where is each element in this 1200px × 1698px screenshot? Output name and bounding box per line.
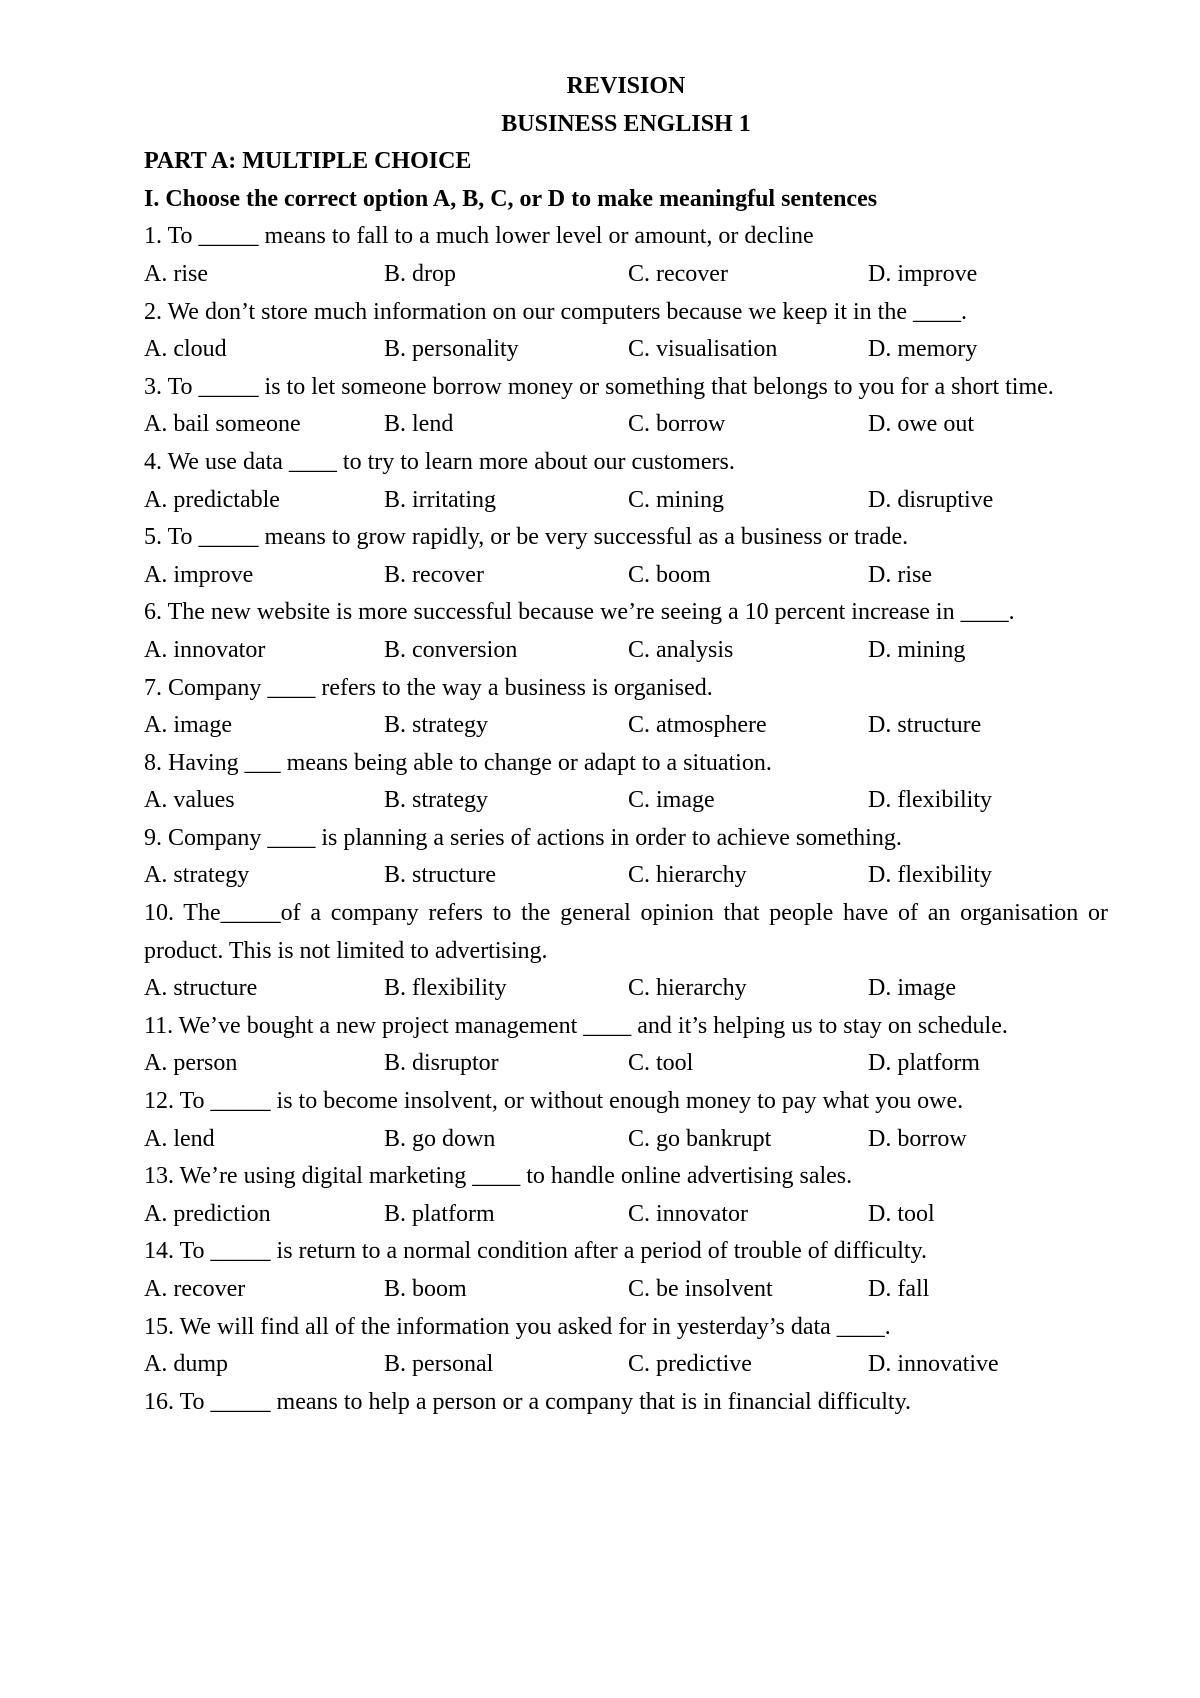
- option-a: A. values: [144, 787, 235, 814]
- question-text: 6. The new website is more successful because we’re seeing a 10 percent increase in ____.: [144, 599, 1015, 626]
- option-d: D. image: [868, 975, 956, 1002]
- option-a: A. dump: [144, 1351, 228, 1378]
- option-a: A. structure: [144, 975, 258, 1002]
- question-text: 16. To _____ means to help a person or a company that is in financial difficulty.: [144, 1388, 912, 1415]
- option-a: A. bail someone: [144, 411, 301, 438]
- document-subtitle: BUSINESS ENGLISH 1: [501, 110, 751, 137]
- option-d: D. memory: [868, 336, 978, 363]
- question-text: 4. We use data ____ to try to learn more about our customers.: [144, 448, 735, 475]
- option-a: A. lend: [144, 1125, 215, 1152]
- question-text: 2. We don’t store much information on our computers because we keep it in the ____.: [144, 298, 967, 325]
- option-a: A. rise: [144, 260, 208, 287]
- option-c: C. visualisation: [628, 336, 778, 363]
- option-row: [144, 331, 1108, 369]
- option-d: D. borrow: [868, 1125, 967, 1152]
- option-b: B. boom: [384, 1276, 467, 1302]
- option-a: A. image: [144, 712, 232, 739]
- option-d: D. structure: [868, 712, 982, 739]
- option-row: [144, 1346, 1108, 1384]
- option-d: D. mining: [868, 636, 966, 663]
- question-text: 1. To _____ means to fall to a much lower level or amount, or decline: [144, 223, 814, 250]
- option-b: B. personal: [384, 1351, 494, 1378]
- option-d: D. platform: [868, 1050, 980, 1077]
- option-row: [144, 1271, 1108, 1309]
- option-a: A. person: [144, 1050, 238, 1077]
- option-b: B. conversion: [384, 636, 518, 663]
- option-c: C. analysis: [628, 636, 734, 663]
- option-d: D. owe out: [868, 411, 974, 438]
- option-b: B. personality: [384, 336, 519, 363]
- option-c: C. innovator: [628, 1200, 748, 1227]
- option-c: C. atmosphere: [628, 712, 767, 739]
- option-b: B. platform: [384, 1200, 495, 1227]
- option-c: C. borrow: [628, 411, 726, 438]
- option-b: B. go down: [384, 1125, 496, 1152]
- option-d: D. improve: [868, 260, 978, 287]
- option-c: C. go bankrupt: [628, 1125, 772, 1152]
- question-text: 14. To _____ is return to a normal condition after a period of trouble of difficulty.: [144, 1238, 928, 1265]
- option-d: D. fall: [868, 1276, 930, 1302]
- question-text: 10. The_____of a company refers to the general opinion that people have of an organisation or product. This is not limited to advertising.: [144, 900, 1108, 964]
- option-row: [144, 557, 1108, 595]
- document-title: REVISION: [566, 73, 686, 99]
- option-d: D. tool: [868, 1200, 935, 1227]
- option-row: [144, 857, 1108, 895]
- option-a: A. strategy: [144, 862, 250, 889]
- option-a: A. innovator: [144, 636, 266, 663]
- question-text: 8. Having ___ means being able to change or adapt to a situation.: [144, 749, 772, 776]
- option-c: C. boom: [628, 561, 711, 588]
- question-list: [144, 218, 1108, 1421]
- option-b: B. strategy: [384, 712, 488, 739]
- question-text: 13. We’re using digital marketing ____ to handle online advertising sales.: [144, 1163, 853, 1190]
- option-b: B. irritating: [384, 486, 496, 513]
- option-b: B. disruptor: [384, 1050, 499, 1077]
- question-text: 12. To _____ is to become insolvent, or without enough money to pay what you owe.: [144, 1088, 964, 1115]
- option-c: C. mining: [628, 486, 725, 513]
- option-row: [144, 632, 1108, 670]
- option-b: B. lend: [384, 411, 454, 438]
- option-c: C. predictive: [628, 1351, 752, 1378]
- question-text: 7. Company ____ refers to the way a business is organised.: [144, 674, 713, 701]
- option-row: [144, 406, 1108, 444]
- option-d: D. flexibility: [868, 862, 992, 889]
- option-b: B. structure: [384, 862, 496, 889]
- option-b: B. recover: [384, 561, 484, 588]
- option-row: [144, 1045, 1108, 1083]
- question-text: 11. We’ve bought a new project management ____ and it’s helping us to stay on schedule.: [144, 1012, 1008, 1039]
- option-row: [144, 482, 1108, 520]
- option-row: [144, 1196, 1108, 1234]
- option-d: D. innovative: [868, 1351, 999, 1378]
- option-row: [144, 707, 1108, 745]
- option-row: [144, 970, 1108, 1008]
- option-row: [144, 256, 1108, 294]
- option-a: A. cloud: [144, 336, 227, 363]
- option-c: C. hierarchy: [628, 975, 747, 1002]
- option-b: B. drop: [384, 260, 456, 287]
- question-text: 15. We will find all of the information you asked for in yesterday’s data ____.: [144, 1313, 891, 1340]
- option-c: C. image: [628, 787, 715, 814]
- option-row: [144, 1121, 1108, 1159]
- question-text: 5. To _____ means to grow rapidly, or be very successful as a business or trade.: [144, 524, 909, 551]
- document-page: [144, 68, 1108, 1421]
- option-d: D. disruptive: [868, 486, 994, 513]
- option-a: A. recover: [144, 1276, 246, 1302]
- option-b: B. strategy: [384, 787, 488, 814]
- part-heading: PART A: MULTIPLE CHOICE: [144, 148, 472, 175]
- option-c: C. recover: [628, 260, 728, 287]
- option-a: A. predictable: [144, 486, 280, 513]
- option-c: C. be insolvent: [628, 1276, 773, 1302]
- option-row: [144, 782, 1108, 820]
- section-instruction: I. Choose the correct option A, B, C, or D to make meaningful sentences: [144, 185, 878, 212]
- question-text: 3. To _____ is to let someone borrow money or something that belongs to you for a short time.: [144, 373, 1054, 400]
- question-text: 9. Company ____ is planning a series of actions in order to achieve something.: [144, 824, 902, 851]
- option-b: B. flexibility: [384, 975, 507, 1002]
- option-c: C. hierarchy: [628, 862, 747, 889]
- option-a: A. prediction: [144, 1200, 271, 1227]
- option-a: A. improve: [144, 561, 254, 588]
- option-d: D. flexibility: [868, 787, 992, 814]
- option-c: C. tool: [628, 1050, 694, 1077]
- option-d: D. rise: [868, 561, 932, 588]
